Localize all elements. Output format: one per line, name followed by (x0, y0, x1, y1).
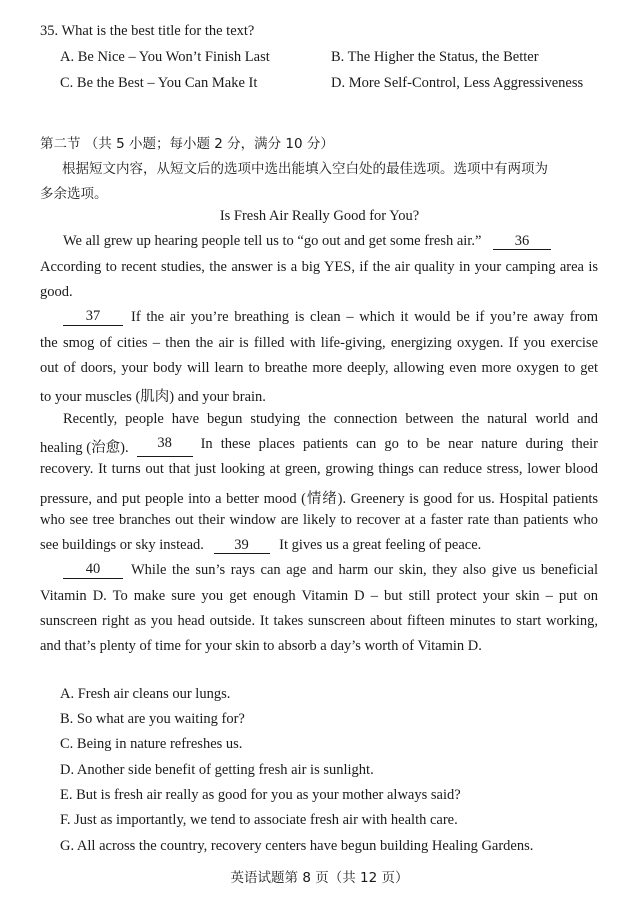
p3-line-2 (40, 436, 598, 457)
page-footer: 英语试题第 8 页（共 12 页） (230, 870, 409, 886)
p3-line-4: pressure, and put people into a better mood (情绪). Greenery is good for us. Hospital patients (40, 491, 598, 507)
choice-d: D. Another side benefit of getting fresh air is sunlight. (60, 762, 374, 778)
section-heading: 第二节 （共 5 小题；每小题 2 分，满分 10 分） (40, 136, 334, 152)
blank-36: 36 (493, 234, 551, 250)
section-instruction-line-2: 多余选项。 (40, 186, 108, 202)
p2-line-2: the smog of cities – then the air is filled with life-giving, energizing oxygen. If you exercise (40, 335, 598, 351)
blank-38: 38 (137, 436, 193, 457)
choice-c: C. Being in nature refreshes us. (60, 736, 243, 752)
choice-f: F. Just as importantly, we tend to associate fresh air with health care. (60, 812, 458, 828)
p3-line-1: Recently, people have begun studying the connection between the natural world and (63, 411, 598, 427)
blank-39: 39 (214, 538, 270, 554)
section-instruction-line-1: 根据短文内容，从短文后的选项中选出能填入空白处的最佳选项。选项中有两项为 (62, 161, 548, 177)
p3-text-6a: see buildings or sky instead. (40, 537, 204, 553)
p1-line-1 (63, 233, 551, 250)
question-35-stem: 35. What is the best title for the text? (40, 23, 255, 39)
p4-text-1: While the sun’s rays can age and harm our skin, they also give us beneficial (131, 562, 598, 578)
p4-line-2: Vitamin D. To make sure you get enough Vitamin D – but still protect your skin – put on (40, 588, 598, 604)
p2-line-3: out of doors, your body will learn to breathe more deeply, allowing even more oxygen to get (40, 360, 598, 376)
p1-text: We all grew up hearing people tell us to “go out and get some fresh air.” (63, 233, 482, 249)
p3-text-2a: healing (治愈). (40, 440, 129, 456)
p3-text-2b: In these places patients can go to be near nature during their (200, 436, 598, 452)
p2-line-4: to your muscles (肌肉) and your brain. (40, 389, 266, 405)
blank-37: 37 (63, 309, 123, 326)
choice-b: B. So what are you waiting for? (60, 711, 245, 727)
p3-text-6b: It gives us a great feeling of peace. (279, 537, 482, 553)
passage-title: Is Fresh Air Really Good for You? (219, 208, 420, 224)
p2-text-1: If the air you’re breathing is clean – which it would be if you’re away from (131, 309, 598, 325)
option-d: D. More Self-Control, Less Aggressiveness (331, 75, 584, 91)
p4-line-4: and that’s plenty of time for your skin to absorb a day’s worth of Vitamin D. (40, 638, 482, 654)
option-a: A. Be Nice – You Won’t Finish Last (60, 49, 270, 65)
p3-line-5: who see tree branches out their window are likely to recover at a faster rate than patients who (40, 512, 598, 528)
choice-g: G. All across the country, recovery centers have begun building Healing Gardens. (60, 838, 534, 854)
p1-line-3: good. (40, 284, 73, 300)
option-b: B. The Higher the Status, the Better (331, 49, 539, 65)
choice-e: E. But is fresh air really as good for you as your mother always said? (60, 787, 461, 803)
p1-line-2: According to recent studies, the answer is a big YES, if the air quality in your camping area is (40, 259, 598, 275)
p3-line-3: recovery. It turns out that just looking at green, growing things can reduce stress, lower blood (40, 461, 598, 477)
p2-line-1 (63, 309, 598, 326)
p4-line-1 (63, 562, 598, 579)
p4-line-3: sunscreen right as you head outside. It takes sunscreen about fifteen minutes to start working, (40, 613, 598, 629)
blank-40: 40 (63, 562, 123, 579)
choice-a: A. Fresh air cleans our lungs. (60, 686, 231, 702)
p3-line-6 (40, 537, 481, 554)
option-c: C. Be the Best – You Can Make It (60, 75, 258, 91)
